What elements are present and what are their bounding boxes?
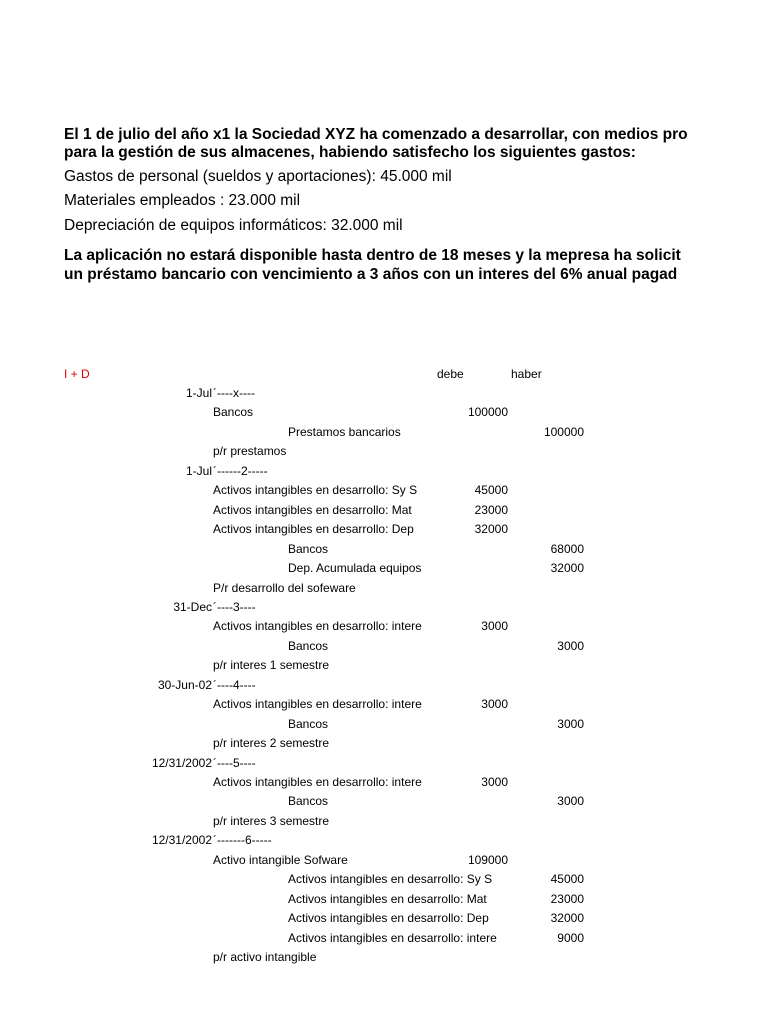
debit-account: p/r interes 2 semestre <box>213 736 330 751</box>
credit-account: Prestamos bancarios <box>288 424 401 439</box>
credit-account: Dep. Acumulada equipos <box>288 561 422 576</box>
debit-amount: 3000 <box>481 697 508 712</box>
intro-depreciacion: Depreciación de equipos informáticos: 32.000 mil <box>64 217 403 234</box>
debit-account: Activos intangibles en desarrollo: intere <box>213 619 422 634</box>
credit-amount: 32000 <box>550 911 584 926</box>
credit-account: Bancos <box>288 541 329 556</box>
journal-label-i: I <box>64 367 68 381</box>
entry-marker: ´----5---- <box>213 755 256 770</box>
debit-amount: 45000 <box>474 483 508 498</box>
entry-date: 12/31/2002 <box>151 755 212 770</box>
credit-amount: 45000 <box>550 872 584 887</box>
credit-amount: 100000 <box>543 424 584 439</box>
debit-amount: 3000 <box>481 619 508 634</box>
debit-account: p/r interes 3 semestre <box>213 813 330 828</box>
debit-account: p/r activo intangible <box>213 950 317 965</box>
debit-amount: 3000 <box>481 775 508 789</box>
intro-p1-line2: para la gestión de sus almacenes, habiendo satisfecho los siguientes gastos: <box>64 144 636 161</box>
credit-amount: 9000 <box>557 930 584 945</box>
entry-date: 12/31/2002 <box>151 833 212 848</box>
debit-account: Activos intangibles en desarrollo: Sy S <box>213 483 418 498</box>
entry-marker: ´----4---- <box>213 677 256 692</box>
entry-date: 1-Jul <box>185 386 212 400</box>
credit-account: Bancos <box>288 794 329 809</box>
credit-account: Bancos <box>288 638 329 653</box>
entry-date: 31-Dec <box>173 599 212 614</box>
credit-account: Activos intangibles en desarrollo: intere <box>288 930 497 945</box>
intro-gastos-personal: Gastos de personal (sueldos y aportaciones): 45.000 mil <box>64 168 452 185</box>
credit-account: Activos intangibles en desarrollo: Sy S <box>288 872 493 887</box>
debe-header: debe <box>437 367 464 381</box>
entry-date: 30-Jun-02 <box>157 677 212 692</box>
credit-amount: 32000 <box>550 561 584 576</box>
journal-label-plus-d: + D <box>67 367 90 381</box>
debit-account: Activo intangible Sofware <box>213 852 348 867</box>
credit-amount: 3000 <box>557 638 584 653</box>
debit-account: Bancos <box>213 405 254 420</box>
debit-account: Activos intangibles en desarrollo: intere <box>213 775 422 789</box>
credit-account: Activos intangibles en desarrollo: Mat <box>288 891 487 906</box>
debit-account: Activos intangibles en desarrollo: Dep <box>213 522 414 537</box>
debit-amount: 100000 <box>467 405 508 420</box>
entry-marker: ´----3---- <box>213 599 256 614</box>
entry-marker: ´----x---- <box>213 386 255 400</box>
credit-amount: 3000 <box>557 794 584 809</box>
credit-amount: 23000 <box>550 891 584 906</box>
credit-amount: 3000 <box>557 716 584 731</box>
debit-amount: 23000 <box>474 502 508 517</box>
entry-marker: ´------2----- <box>213 463 268 478</box>
debit-account: Activos intangibles en desarrollo: intere <box>213 697 422 712</box>
debit-account: Activos intangibles en desarrollo: Mat <box>213 502 412 517</box>
intro-p2-line1: La aplicación no estará disponible hasta dentro de 18 meses y la mepresa ha solicit <box>64 247 681 264</box>
credit-account: Activos intangibles en desarrollo: Dep <box>288 911 489 926</box>
haber-header: haber <box>511 367 542 381</box>
credit-account: Bancos <box>288 716 329 731</box>
debit-account: p/r prestamos <box>213 444 287 459</box>
credit-amount: 68000 <box>550 541 584 556</box>
debit-amount: 32000 <box>474 522 508 537</box>
journal-label <box>64 367 90 381</box>
entry-date: 1-Jul <box>185 463 212 478</box>
intro-p2-line2: un préstamo bancario con vencimiento a 3 años con un interes del 6% anual pagad <box>64 266 678 283</box>
intro-materiales: Materiales empleados : 23.000 mil <box>64 192 301 209</box>
debit-account: P/r desarrollo del sofeware <box>213 580 356 595</box>
debit-account: p/r interes 1 semestre <box>213 658 330 673</box>
entry-marker: ´-------6----- <box>213 833 272 848</box>
intro-p1-line1: El 1 de julio del año x1 la Sociedad XYZ ha comenzado a desarrollar, con medios pro <box>64 126 688 143</box>
debit-amount: 109000 <box>467 852 508 867</box>
